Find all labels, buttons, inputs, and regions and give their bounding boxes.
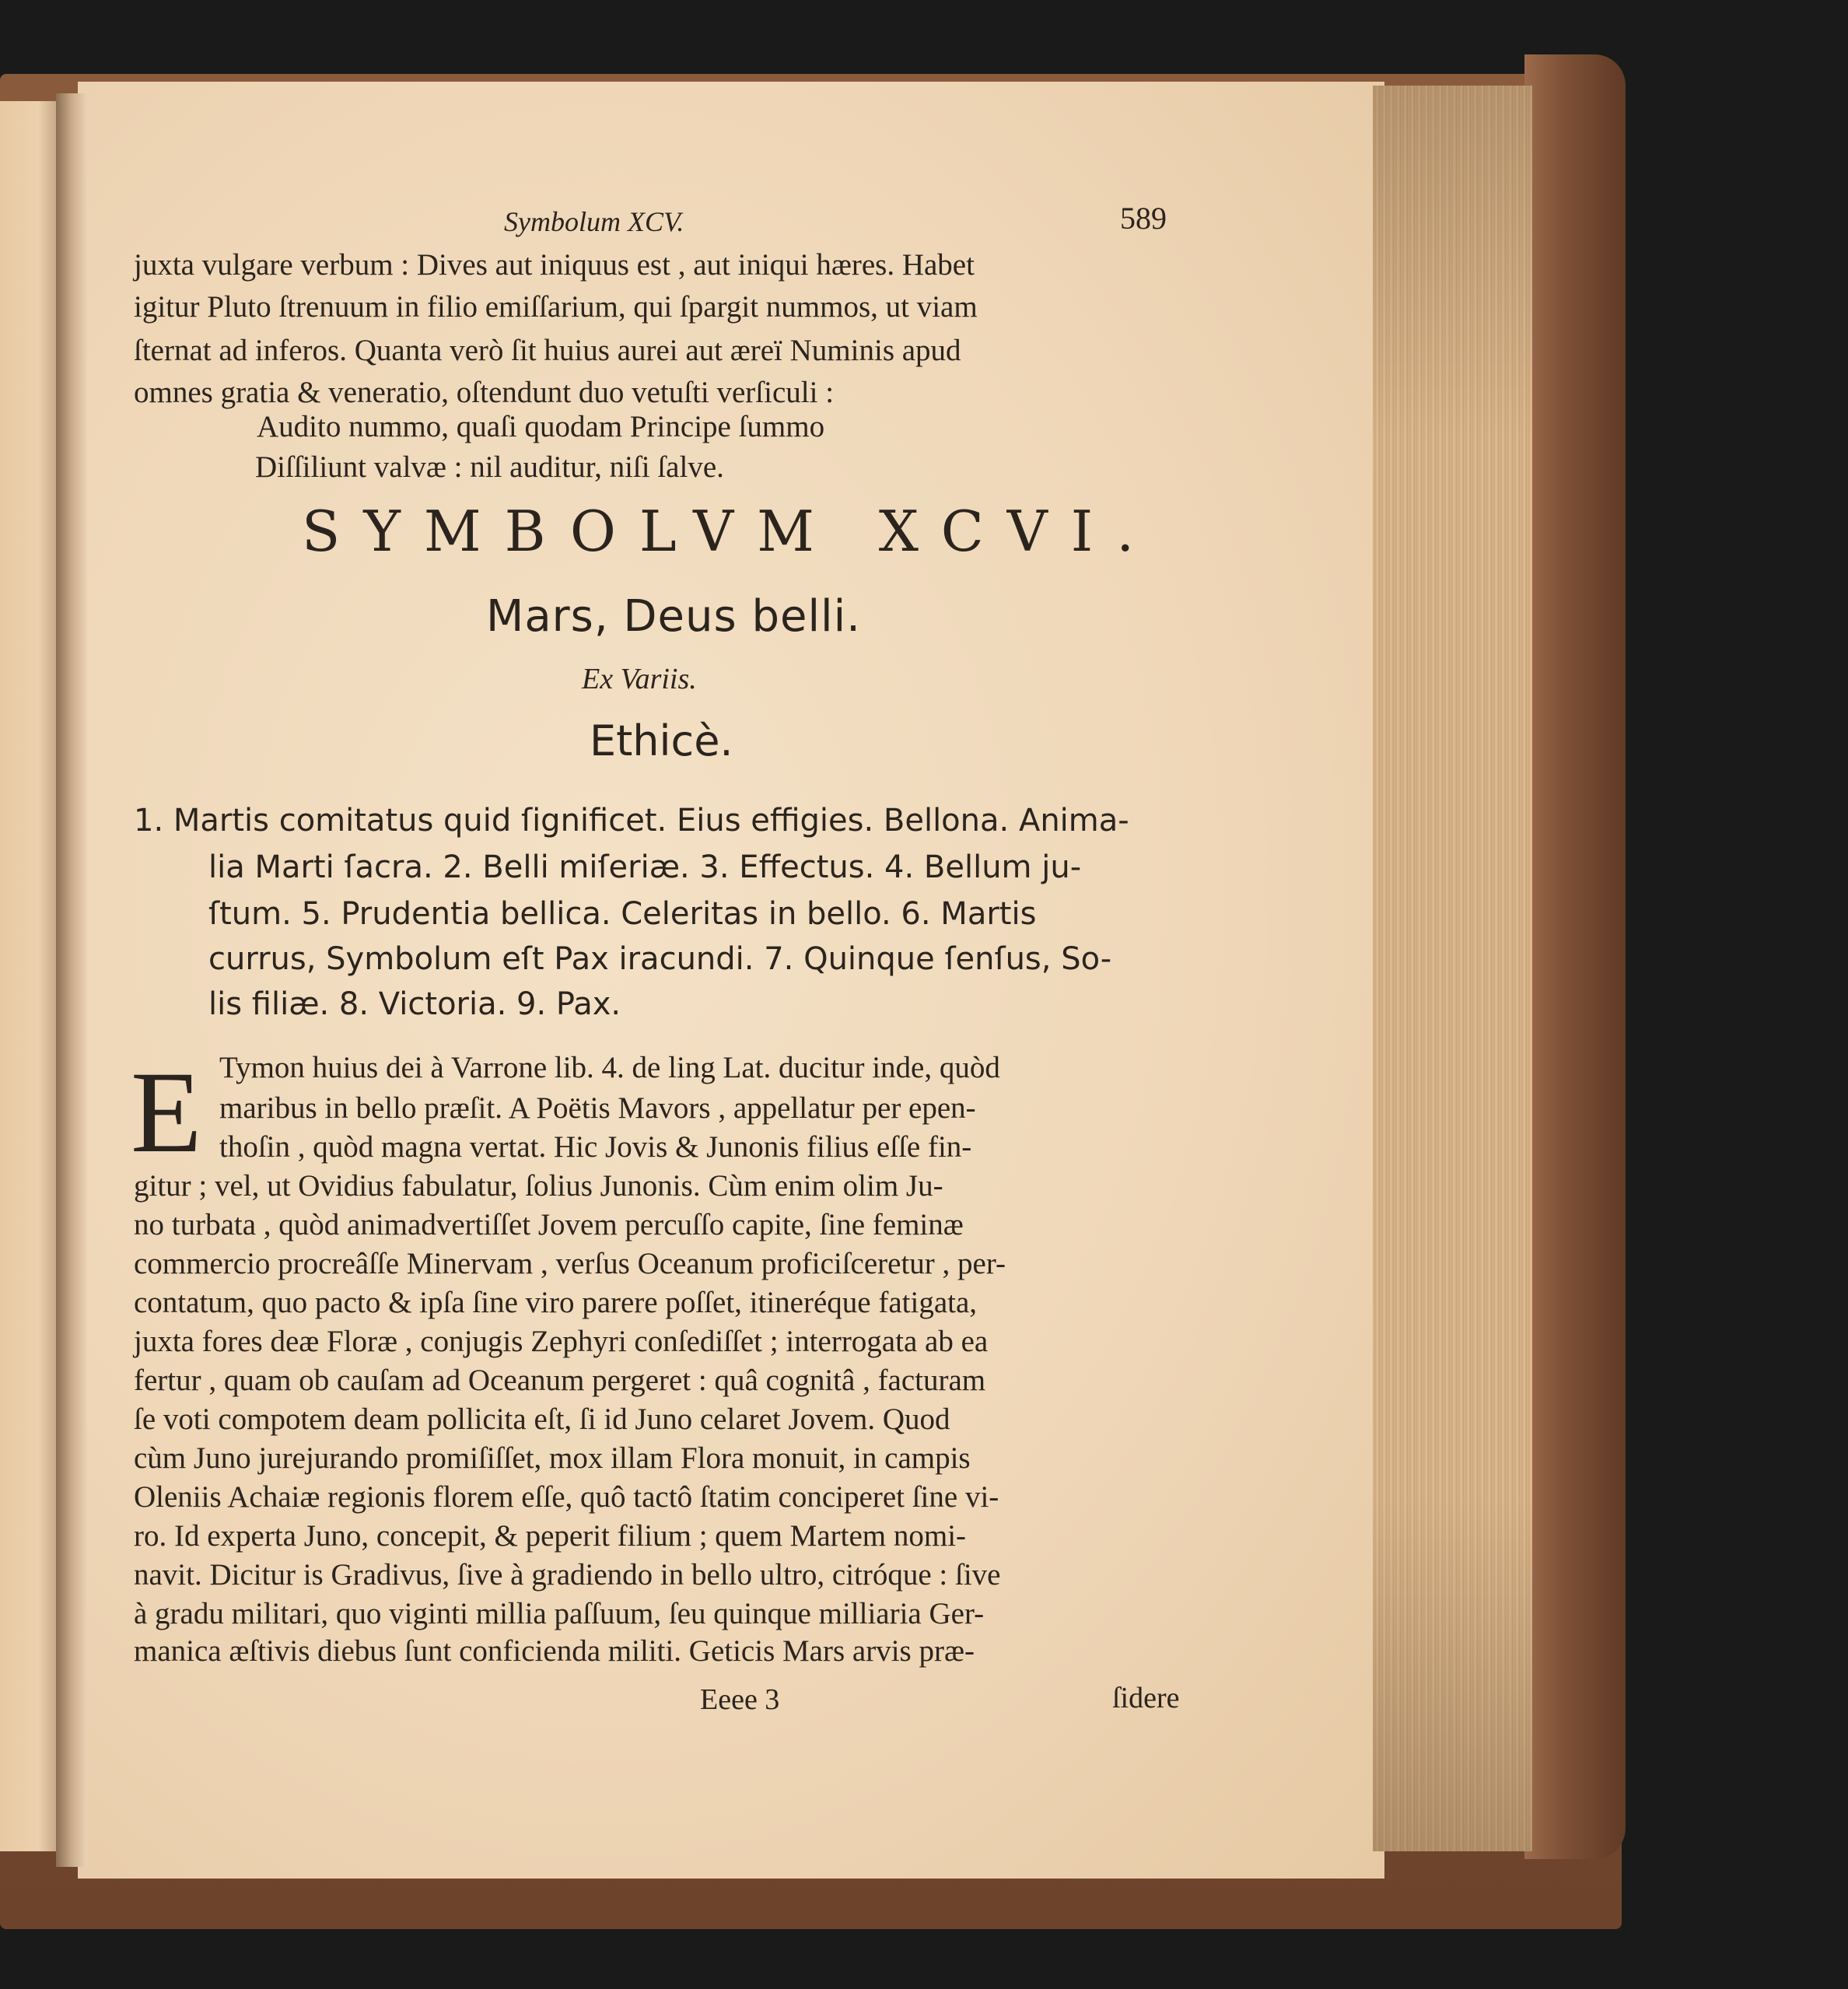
catchword: ſidere — [1112, 1682, 1180, 1714]
summary-line: lis filiæ. 8. Victoria. 9. Pax. — [208, 986, 621, 1022]
section-subtitle: Mars, Deus belli. — [486, 591, 861, 642]
verse-line: Audito nummo, quaſi quodam Principe ſummo — [257, 410, 825, 443]
body-line: maribus in bello præſit. A Poëtis Mavors , appellatur per epen- — [219, 1091, 976, 1125]
body-line: Tymon huius dei à Varrone lib. 4. de ling Lat. ducitur inde, quòd — [219, 1051, 1000, 1084]
body-line: juxta fores deæ Floræ , conjugis Zephyri conſediſſet ; interrogata ab ea — [134, 1325, 989, 1358]
summary-line: ſtum. 5. Prudentia bellica. Celeritas in bello. 6. Martis — [208, 896, 1037, 932]
body-line: Oleniis Achaiæ regionis florem eſſe, quô tactô ſtatim conciperet ſine vi- — [134, 1480, 999, 1514]
body-line: ſe voti compotem deam pollicita eſt, ſi id Juno celaret Jovem. Quod — [134, 1402, 950, 1436]
summary-line: 1. Martis comitatus quid ſignificet. Eius effigies. Bellona. Anima- — [134, 803, 1129, 839]
book-spine — [1524, 54, 1626, 1859]
body-line: no turbata , quòd animadvertiſſet Jovem percuſſo capite, ſine feminæ — [134, 1208, 964, 1241]
page-block-shadow — [1373, 86, 1532, 1851]
body-line: thoſin , quòd magna vertat. Hic Jovis & Junonis filius eſſe fin- — [219, 1130, 972, 1164]
body-line: gitur ; vel, ut Ovidius fabulatur, ſolius Junonis. Cùm enim olim Ju- — [134, 1169, 943, 1203]
text-line: omnes gratia & veneratio, oſtendunt duo vetuſti verſiculi : — [134, 376, 835, 409]
text-line: juxta vulgare verbum : Dives aut iniquus est , aut iniqui hæres. Habet — [134, 248, 975, 282]
summary-line: currus, Symbolum eſt Pax iracundi. 7. Quinque ſenſus, So- — [208, 941, 1112, 977]
body-line: à gradu militari, quo viginti millia paſſuum, ſeu quinque milliaria Ger- — [134, 1597, 985, 1630]
section-heading: SYMBOLVM XCVI. — [302, 499, 1158, 564]
section-source: Ex Variis. — [582, 663, 697, 695]
body-line: ro. Id experta Juno, concepit, & peperit filium ; quem Martem nomi- — [134, 1519, 967, 1553]
body-line: contatum, quo pacto & ipſa ſine viro parere poſſet, itineréque fatigata, — [134, 1286, 978, 1319]
running-title: Symbolum XCV. — [504, 206, 684, 237]
drop-cap: E — [131, 1048, 202, 1177]
book-gutter — [56, 93, 87, 1867]
page-number: 589 — [1120, 201, 1167, 236]
text-line: ſternat ad inferos. Quanta verò ſit huius aurei aut æreï Numinis apud — [134, 334, 961, 367]
body-line: manica æſtivis diebus ſunt conficienda militi. Geticis Mars arvis præ- — [134, 1634, 975, 1668]
body-line: cùm Juno jurejurando promiſiſſet, mox illam Flora monuit, in campis — [134, 1441, 971, 1475]
text-line: igitur Pluto ſtrenuum in filio emiſſarium, qui ſpargit nummos, ut viam — [134, 290, 978, 324]
body-line: navit. Dicitur is Gradivus, ſive à gradiendo in bello ultro, citróque : ſive — [134, 1558, 1001, 1592]
left-page-edge — [0, 101, 64, 1851]
body-line: commercio procreâſſe Minervam , verſus Oceanum proficiſceretur , per- — [134, 1247, 1006, 1280]
summary-line: lia Marti ſacra. 2. Belli miſeriæ. 3. Effectus. 4. Bellum ju- — [208, 849, 1082, 885]
signature-mark: Eeee 3 — [700, 1683, 780, 1716]
verse-line: Diſſiliunt valvæ : nil auditur, niſi ſalve. — [255, 450, 724, 484]
section-subheading: Ethicè. — [590, 716, 733, 765]
body-line: fertur , quam ob cauſam ad Oceanum pergeret : quâ cognitâ , facturam — [134, 1364, 986, 1397]
